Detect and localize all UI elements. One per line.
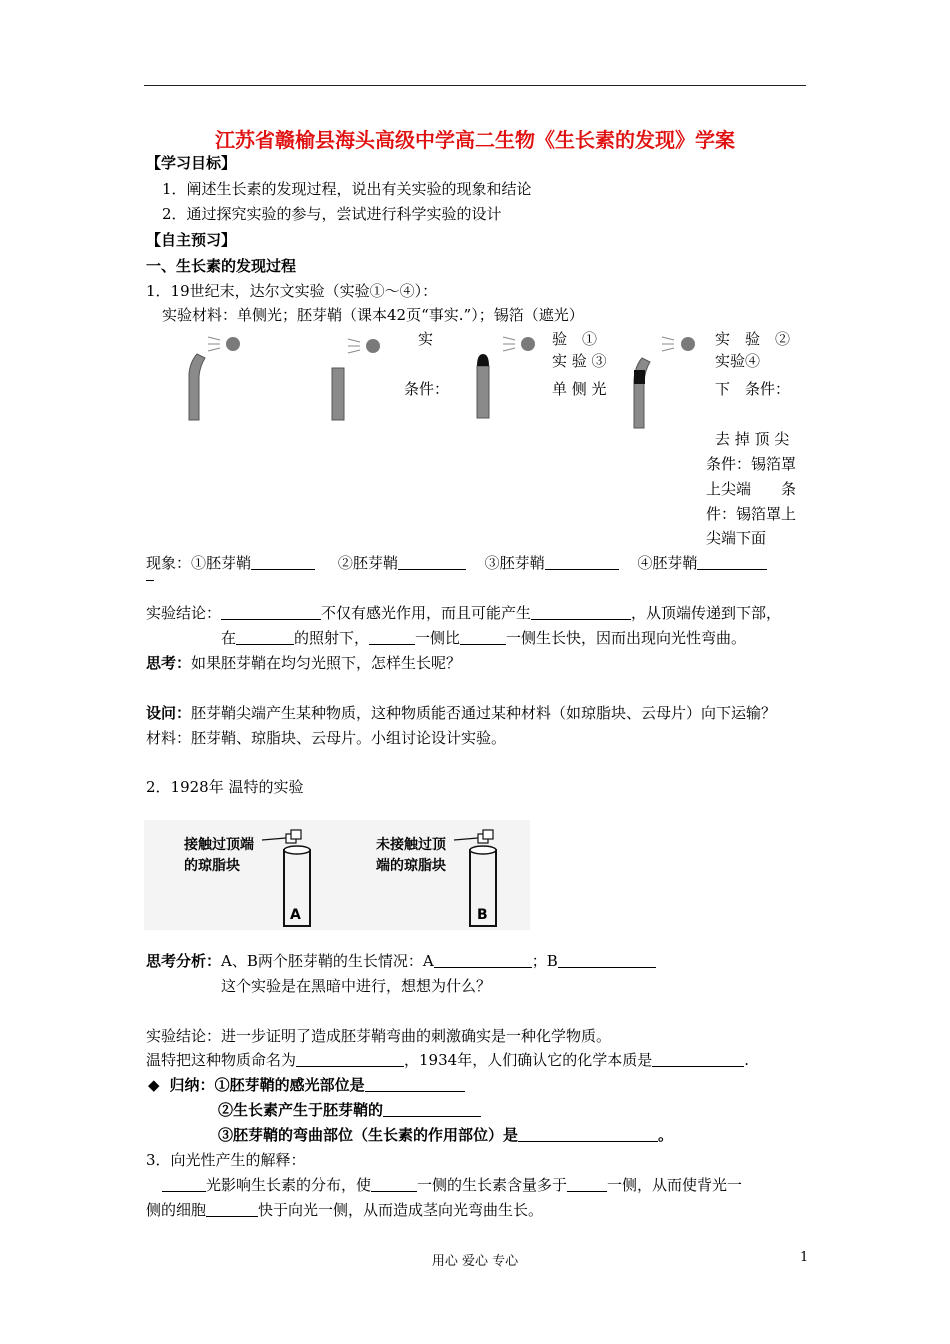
section-1-heading: 一、生长素的发现过程 — [146, 257, 297, 275]
conclusion-text-2: ，从顶端传递到下部， — [631, 604, 782, 622]
question-label: 设问： — [146, 704, 192, 722]
condition-col3-d: 去 掉 顶 尖 — [715, 430, 790, 448]
objective-1: 1．阐述生长素的发现过程，说出有关实验的现象和结论 — [162, 180, 532, 198]
summary-bullet-icon: ◆ — [148, 1076, 160, 1094]
phenomenon-1: ①胚芽鞘 — [191, 554, 252, 572]
went-a-label-1: 接触过顶端 — [184, 837, 254, 853]
photo-blank-1 — [162, 1177, 206, 1192]
think-label: 思考： — [146, 654, 192, 672]
went-b-label-2: 端的琼脂块 — [376, 858, 446, 874]
naming-line — [146, 1049, 749, 1070]
condition-col1-b: 条件： — [404, 380, 450, 398]
analysis-text-a: A、B两个胚芽鞘的生长情况：A — [221, 952, 434, 970]
summary-blank-1 — [365, 1077, 465, 1092]
conclusion-text-1: 不仅有感光作用，而且可能产生 — [321, 604, 532, 622]
darwin-coleoptile-4 — [628, 330, 708, 430]
conclusion-blank-2 — [531, 605, 631, 620]
summary-line-1 — [148, 1074, 465, 1095]
naming-blank-b — [652, 1052, 744, 1067]
conclusion-label: 实验结论： — [146, 604, 222, 622]
analysis-blank-b — [558, 953, 656, 968]
conclusion-line-1 — [146, 602, 781, 623]
condition-col3-c: 下 条件： — [715, 380, 791, 398]
conclusion-line-2 — [221, 627, 746, 648]
condition-col2-a: 验 ① — [552, 330, 598, 348]
materials-2: 材料：胚芽鞘、琼脂块、云母片。小组讨论设计实验。 — [146, 729, 507, 747]
photo-blank-3 — [567, 1177, 607, 1192]
objective-2: 2．通过探究实验的参与，尝试进行科学实验的设计 — [162, 205, 502, 223]
analysis-line — [146, 950, 656, 971]
conclusion-blank-4 — [369, 630, 415, 645]
went-conclusion: 实验结论：进一步证明了造成胚芽鞘弯曲的刺激确实是一种化学物质。 — [146, 1027, 612, 1045]
photo-text-3: 一侧，从而使背光一 — [607, 1176, 743, 1194]
phototropism-heading: 3．向光性产生的解释： — [146, 1151, 306, 1169]
conclusion-text-3: 在 — [221, 629, 237, 647]
darwin-coleoptile-1 — [182, 330, 252, 422]
condition-col3-a: 实 验 ② — [715, 330, 791, 348]
analysis-label: 思考分析： — [146, 952, 222, 970]
went-b-letter: B — [477, 907, 488, 923]
dark-question: 这个实验是在黑暗中进行，想想为什么？ — [221, 977, 492, 995]
condition-col3-e: 条件：锡箔罩 — [706, 455, 797, 473]
question-line — [146, 702, 776, 723]
photo-text-5: 快于向光一侧，从而造成茎向光弯曲生长。 — [258, 1201, 544, 1219]
phenomenon-4-overflow — [146, 580, 154, 581]
summary-3-end: 。 — [658, 1126, 674, 1144]
analysis-blank-a — [434, 953, 532, 968]
footer-text: 用心 爱心 专心 — [431, 1254, 519, 1269]
phenomena-label: 现象： — [146, 554, 192, 572]
page-number: 1 — [800, 1250, 809, 1265]
naming-text-b: ，1934年，人们确认它的化学本质是 — [404, 1051, 653, 1069]
went-a-letter: A — [290, 907, 301, 923]
summary-label: 归纳： — [169, 1076, 215, 1094]
phenomena-line — [146, 552, 767, 573]
phototropism-line-1 — [162, 1174, 742, 1195]
summary-line-3 — [218, 1124, 673, 1145]
page-title: 江苏省赣榆县海头高级中学高二生物《生长素的发现》学案 — [215, 128, 735, 152]
condition-col3-f: 上尖端 条 — [706, 480, 797, 498]
darwin-intro: 1．19世纪末，达尔文实验（实验①～④）： — [146, 282, 438, 300]
phenomenon-4: ④胚芽鞘 — [637, 554, 698, 572]
summary-blank-3 — [518, 1127, 658, 1142]
naming-blank-a — [296, 1052, 404, 1067]
summary-1: ①胚芽鞘的感光部位是 — [214, 1076, 365, 1094]
summary-2: ②生长素产生于胚芽鞘的 — [218, 1101, 384, 1119]
summary-3: ③胚芽鞘的弯曲部位（生长素的作用部位）是 — [218, 1126, 519, 1144]
conclusion-text-6: 一侧生长快，因而出现向光性弯曲。 — [506, 629, 747, 647]
phenomenon-2: ②胚芽鞘 — [337, 554, 398, 572]
darwin-coleoptile-2 — [328, 332, 398, 422]
condition-col3-g: 件：锡箔罩上 — [706, 505, 797, 523]
phototropism-line-2 — [146, 1199, 543, 1220]
summary-line-2 — [218, 1099, 481, 1120]
preview-heading: 【自主预习】 — [146, 231, 237, 249]
went-heading: 2．1928年 温特的实验 — [146, 778, 304, 796]
went-b-label-1: 未接触过顶 — [376, 837, 446, 853]
experiment-materials: 实验材料：单侧光；胚芽鞘（课本42页“事实.”）；锡箔（遮光） — [162, 306, 584, 324]
condition-col3-h: 尖端下面 — [706, 529, 767, 547]
conclusion-text-4: 的照射下， — [294, 629, 370, 647]
went-a-label-2: 的琼脂块 — [184, 858, 240, 874]
darwin-coleoptile-3 — [470, 330, 540, 422]
summary-blank-2 — [383, 1102, 481, 1117]
phenomenon-3-blank — [545, 555, 619, 570]
phenomenon-2-blank — [398, 555, 466, 570]
conclusion-blank-3 — [236, 630, 294, 645]
condition-col3-b: 实验④ — [715, 352, 761, 370]
photo-text-4: 侧的细胞 — [146, 1201, 207, 1219]
question-text: 胚芽鞘尖端产生某种物质，这种物质能否通过某种材料（如琼脂块、云母片）向下运输？ — [191, 704, 777, 722]
condition-col2-b: 实 验 ③ — [552, 352, 607, 370]
think-line — [146, 652, 461, 673]
phenomenon-1-blank — [251, 555, 315, 570]
naming-text-a: 温特把这种物质命名为 — [146, 1051, 297, 1069]
conclusion-text-5: 一侧比 — [415, 629, 461, 647]
conclusion-blank-1 — [221, 605, 321, 620]
photo-blank-4 — [206, 1202, 258, 1217]
think-text: 如果胚芽鞘在均匀光照下，怎样生长呢？ — [191, 654, 462, 672]
analysis-text-b: ；B — [531, 952, 558, 970]
photo-text-1: 光影响生长素的分布，使 — [206, 1176, 372, 1194]
photo-blank-2 — [371, 1177, 417, 1192]
objectives-heading: 【学习目标】 — [146, 154, 237, 172]
photo-text-2: 一侧的生长素含量多于 — [417, 1176, 568, 1194]
condition-col2-c: 单 侧 光 — [552, 380, 607, 398]
conclusion-blank-5 — [460, 630, 506, 645]
header-rule — [144, 85, 806, 86]
condition-col1-a: 实 — [418, 330, 434, 348]
naming-text-c: . — [744, 1051, 749, 1069]
phenomenon-4-blank — [697, 555, 767, 570]
phenomenon-3: ③胚芽鞘 — [484, 554, 545, 572]
